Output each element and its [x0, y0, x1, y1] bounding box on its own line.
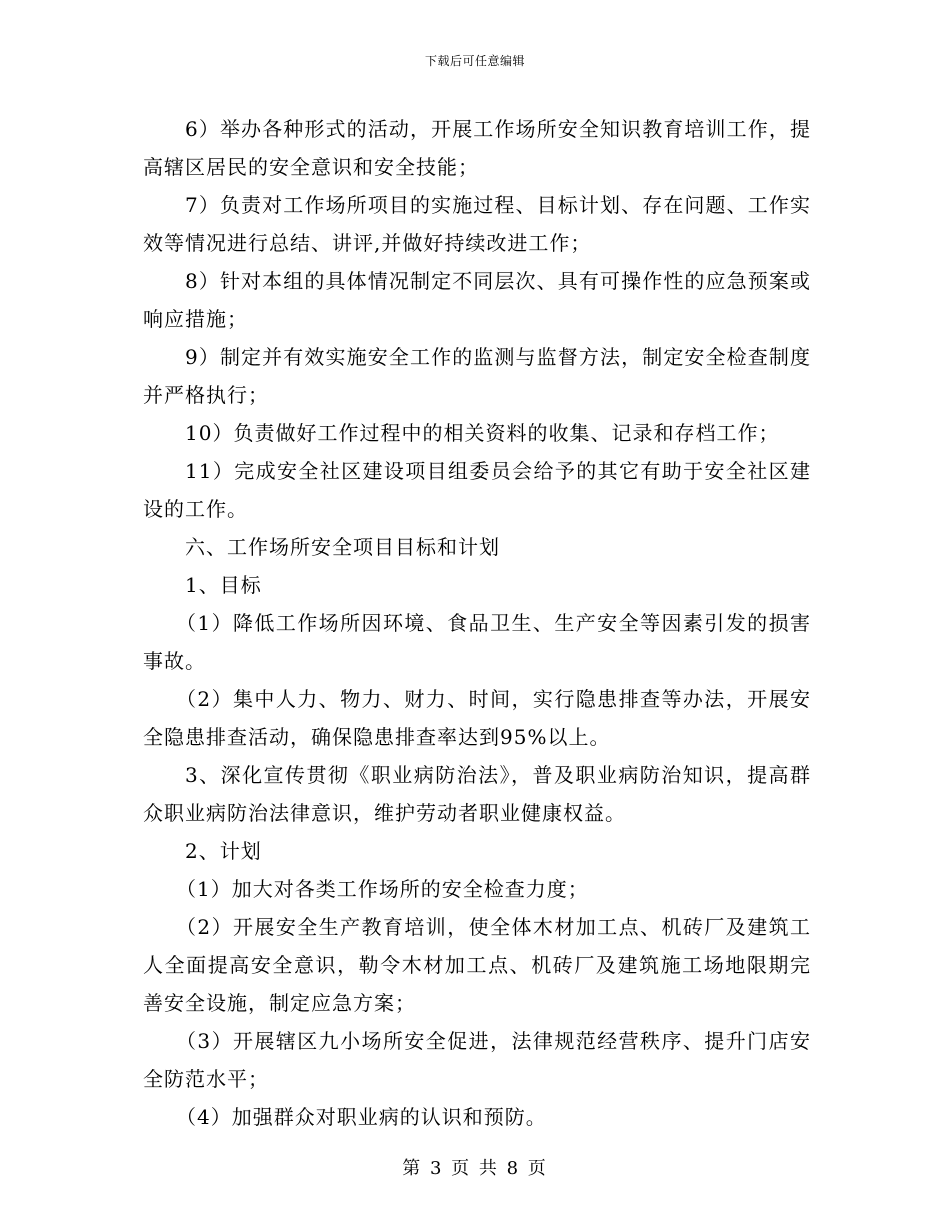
paragraph: 10）负责做好工作过程中的相关资料的收集、记录和存档工作； — [185, 421, 780, 445]
subsection-heading: 1、目标 — [185, 573, 262, 597]
section-heading: 六、工作场所安全项目目标和计划 — [185, 535, 500, 559]
paragraph: （1）加大对各类工作场所的安全检查力度； — [176, 877, 589, 901]
page-number: 第 3 页 共 8 页 — [402, 1158, 548, 1179]
paragraph: 9）制定并有效实施安全工作的监测与监督方法，制定安全检查制度并严格执行； — [143, 345, 811, 407]
page-header: 下载后可任意编辑 — [424, 54, 525, 68]
paragraph: （2）集中人力、物力、财力、时间，实行隐患排查等办法，开展安全隐患排查活动，确保隐患排查率达到95%以上。 — [143, 687, 811, 749]
paragraph: 7）负责对工作场所项目的实施过程、目标计划、存在问题、工作实效等情况进行总结、讲评,并做好持续改进工作； — [143, 193, 811, 255]
paragraph: 3、深化宣传贯彻《职业病防治法》，普及职业病防治知识，提高群众职业病防治法律意识，维护劳动者职业健康权益。 — [143, 763, 811, 825]
paragraph: 6）举办各种形式的活动，开展工作场所安全知识教育培训工作，提高辖区居民的安全意识和安全技能； — [143, 117, 811, 179]
paragraph: （3）开展辖区九小场所安全促进，法律规范经营秩序、提升门店安全防范水平； — [143, 1029, 811, 1091]
paragraph: 8）针对本组的具体情况制定不同层次、具有可操作性的应急预案或响应措施； — [143, 269, 811, 331]
paragraph: 11）完成安全社区建设项目组委员会给予的其它有助于安全社区建设的工作。 — [143, 459, 811, 521]
subsection-heading: 2、计划 — [185, 839, 262, 863]
document-body — [143, 110, 811, 1136]
paragraph: （2）开展安全生产教育培训，使全体木材加工点、机砖厂及建筑工人全面提高安全意识，勒令木材加工点、机砖厂及建筑施工场地限期完善安全设施，制定应急方案； — [143, 915, 811, 1015]
paragraph: （4）加强群众对职业病的认识和预防。 — [176, 1105, 547, 1129]
paragraph: （1）降低工作场所因环境、食品卫生、生产安全等因素引发的损害事故。 — [143, 611, 811, 673]
